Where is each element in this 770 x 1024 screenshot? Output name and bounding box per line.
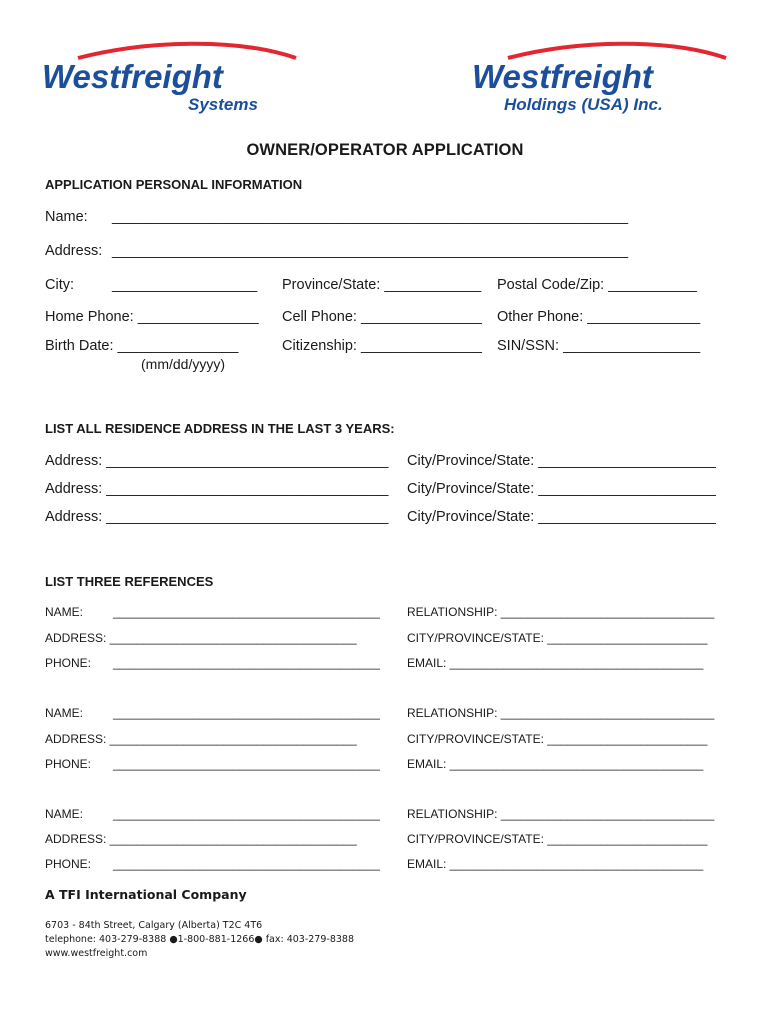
home-phone-field[interactable]: Home Phone: _______________ — [45, 309, 259, 325]
residence-address-3[interactable]: Address: ___________________________________ — [45, 509, 389, 525]
ref1-email-field[interactable]: EMAIL: ______________________________________ — [407, 656, 704, 670]
residence-city-2[interactable]: City/Province/State: ______________________ — [407, 481, 716, 497]
ref2-phone-field[interactable]: ________________________________________ — [113, 757, 380, 771]
province-field[interactable]: Province/State: ____________ — [282, 277, 482, 293]
residence-address-2[interactable]: Address: ___________________________________ — [45, 481, 389, 497]
westfreight-holdings-logo — [468, 40, 733, 115]
date-format-hint: (mm/dd/yyyy) — [141, 356, 225, 372]
residence-heading: LIST ALL RESIDENCE ADDRESS IN THE LAST 3 YEARS: — [45, 421, 395, 436]
logo-word: Westfreight — [472, 58, 653, 95]
ref3-email-field[interactable]: EMAIL: ______________________________________ — [407, 857, 704, 871]
footer-telephone: telephone: 403-279-8388 ●1-800-881-1266● fax: 403-279-8388 — [45, 934, 354, 945]
logo-sub: Systems — [188, 95, 258, 114]
footer-address: 6703 - 84th Street, Calgary (Alberta) T2C 4T6 — [45, 920, 263, 931]
ref1-phone-label: PHONE: — [45, 656, 92, 670]
ref2-phone-label: PHONE: — [45, 757, 92, 771]
name-label: Name: — [45, 209, 88, 225]
birth-date-field[interactable]: Birth Date: _______________ — [45, 338, 239, 354]
references-heading: LIST THREE REFERENCES — [45, 574, 214, 589]
ref2-email-field[interactable]: EMAIL: ______________________________________ — [407, 757, 704, 771]
ref2-address-field[interactable]: ADDRESS: _____________________________________ — [45, 732, 357, 746]
ref1-city-field[interactable]: CITY/PROVINCE/STATE: ________________________ — [407, 631, 708, 645]
sin-field[interactable]: SIN/SSN: _________________ — [497, 338, 701, 354]
logo-word: Westfreight — [42, 58, 223, 95]
ref3-city-field[interactable]: CITY/PROVINCE/STATE: ________________________ — [407, 832, 708, 846]
residence-city-3[interactable]: City/Province/State: ______________________ — [407, 509, 716, 525]
ref3-address-field[interactable]: ADDRESS: _____________________________________ — [45, 832, 357, 846]
footer-company: A TFI International Company — [45, 887, 247, 902]
ref1-name-label: NAME: — [45, 605, 84, 619]
cell-phone-field[interactable]: Cell Phone: _______________ — [282, 309, 482, 325]
ref1-name-field[interactable]: ________________________________________ — [113, 605, 380, 619]
page-title: OWNER/OPERATOR APPLICATION — [246, 141, 524, 159]
ref1-relationship-field[interactable]: RELATIONSHIP: ________________________________ — [407, 605, 715, 619]
personal-info-heading: APPLICATION PERSONAL INFORMATION — [45, 177, 303, 192]
westfreight-systems-logo — [38, 40, 303, 115]
footer-website[interactable]: www.westfreight.com — [45, 948, 148, 959]
address-field[interactable]: ________________________________________________________________ — [112, 243, 629, 259]
ref2-name-field[interactable]: ________________________________________ — [113, 706, 380, 720]
ref2-city-field[interactable]: CITY/PROVINCE/STATE: ________________________ — [407, 732, 708, 746]
citizenship-field[interactable]: Citizenship: _______________ — [282, 338, 482, 354]
city-label: City: — [45, 277, 74, 293]
residence-city-1[interactable]: City/Province/State: ______________________ — [407, 453, 716, 469]
other-phone-field[interactable]: Other Phone: ______________ — [497, 309, 701, 325]
ref3-phone-label: PHONE: — [45, 857, 92, 871]
ref3-phone-field[interactable]: ________________________________________ — [113, 857, 380, 871]
ref1-address-field[interactable]: ADDRESS: _____________________________________ — [45, 631, 357, 645]
name-field[interactable]: ________________________________________________________________ — [112, 209, 629, 225]
city-field[interactable]: __________________ — [112, 277, 258, 293]
residence-address-1[interactable]: Address: ___________________________________ — [45, 453, 389, 469]
ref2-name-label: NAME: — [45, 706, 84, 720]
ref2-relationship-field[interactable]: RELATIONSHIP: ________________________________ — [407, 706, 715, 720]
ref1-phone-field[interactable]: ________________________________________ — [113, 656, 380, 670]
ref3-relationship-field[interactable]: RELATIONSHIP: ________________________________ — [407, 807, 715, 821]
logo-sub: Holdings (USA) Inc. — [504, 95, 663, 114]
postal-field[interactable]: Postal Code/Zip: ___________ — [497, 277, 697, 293]
ref3-name-label: NAME: — [45, 807, 84, 821]
address-label: Address: — [45, 243, 103, 259]
ref3-name-field[interactable]: ________________________________________ — [113, 807, 380, 821]
